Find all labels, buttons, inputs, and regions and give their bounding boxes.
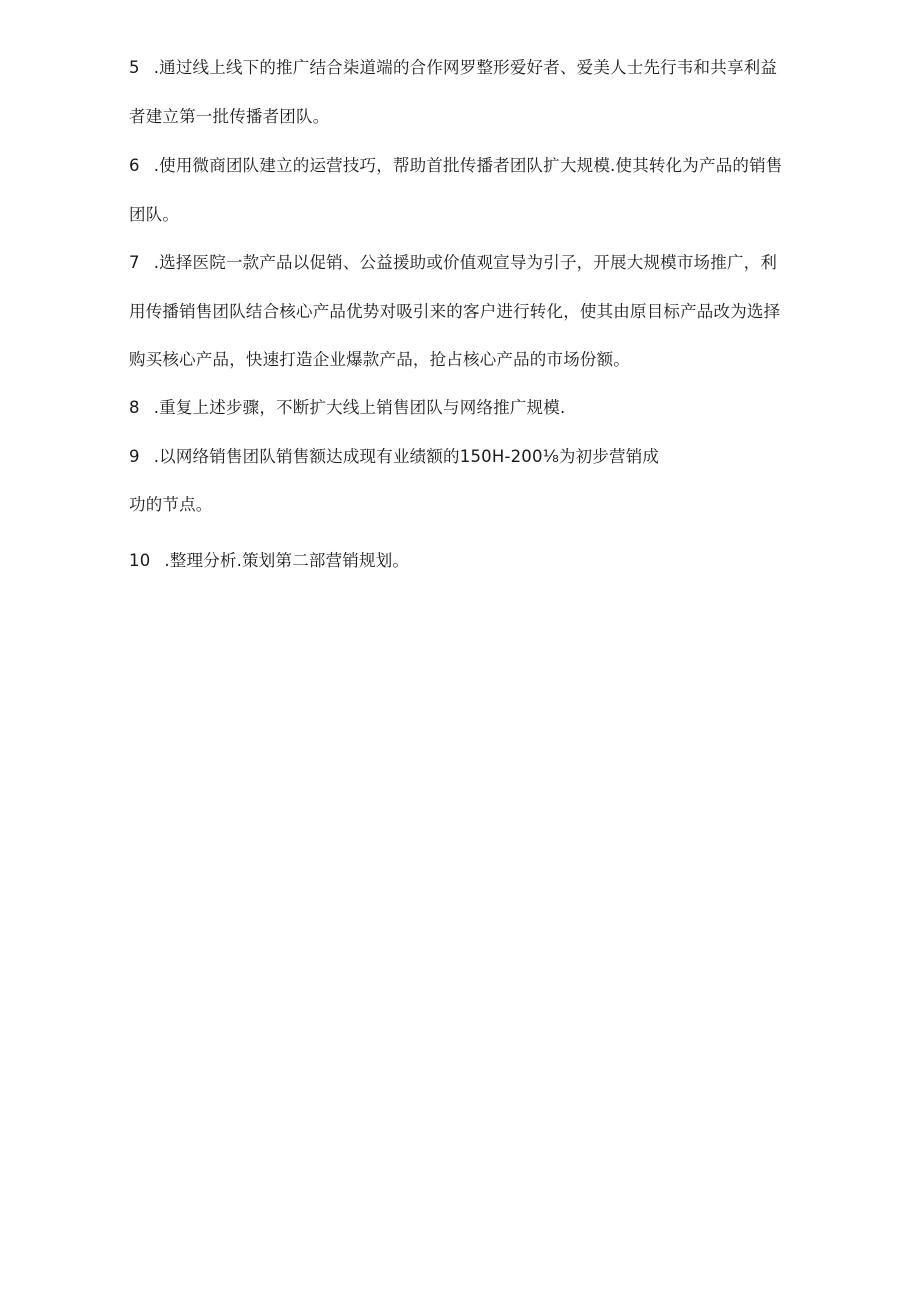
item-6-number: 6 <box>129 156 140 175</box>
item-6-line-1 <box>129 156 783 176</box>
item-6-text-2: 团队。 <box>129 205 180 224</box>
item-9-line-1 <box>129 447 659 467</box>
item-9-text-1: .以网络销售团队销售额达成现有业绩额的150H-200⅛为初步营销成 <box>153 447 660 466</box>
item-6-line-2 <box>129 205 179 225</box>
item-8-number: 8 <box>129 398 140 417</box>
item-9-number: 9 <box>129 447 140 466</box>
item-7-number: 7 <box>129 253 140 272</box>
item-7-text-3: 购买核心产品，快速打造企业爆款产品，抢占核心产品的市场份额。 <box>129 350 630 369</box>
item-5-line-1 <box>129 58 777 78</box>
item-7-text-1: .选择医院一款产品以促销、公益援助或价值观宣导为引子，开展大规模市场推广，利 <box>153 253 778 272</box>
item-5-text-1: .通过线上线下的推广结合柒道端的合作网罗整形爱好者、爱美人士先行韦和共享利益 <box>153 58 778 77</box>
item-5-line-2 <box>129 107 329 127</box>
item-10-number: 10 <box>129 551 151 570</box>
item-5-number: 5 <box>129 58 140 77</box>
item-10-text-1: .整理分析.策划第二部营销规划。 <box>164 551 410 570</box>
item-7-line-2 <box>129 302 780 322</box>
item-10-line-1 <box>129 551 409 571</box>
item-9-line-2 <box>129 495 213 515</box>
item-7-line-3 <box>129 350 630 370</box>
item-7-text-2: 用传播销售团队结合核心产品优势对吸引来的客户进行转化，使其由原目标产品改为选择 <box>129 302 781 321</box>
item-8-line-1 <box>129 398 565 418</box>
item-6-text-1: .使用微商团队建立的运营技巧，帮助首批传播者团队扩大规模.使其转化为产品的销售 <box>153 156 783 175</box>
item-8-text-1: .重复上述步骤，不断扩大线上销售团队与网络推广规模. <box>153 398 566 417</box>
item-9-text-2: 功的节点。 <box>129 495 213 514</box>
item-5-text-2: 者建立第一批传播者团队。 <box>129 107 330 126</box>
item-7-line-1 <box>129 253 777 273</box>
